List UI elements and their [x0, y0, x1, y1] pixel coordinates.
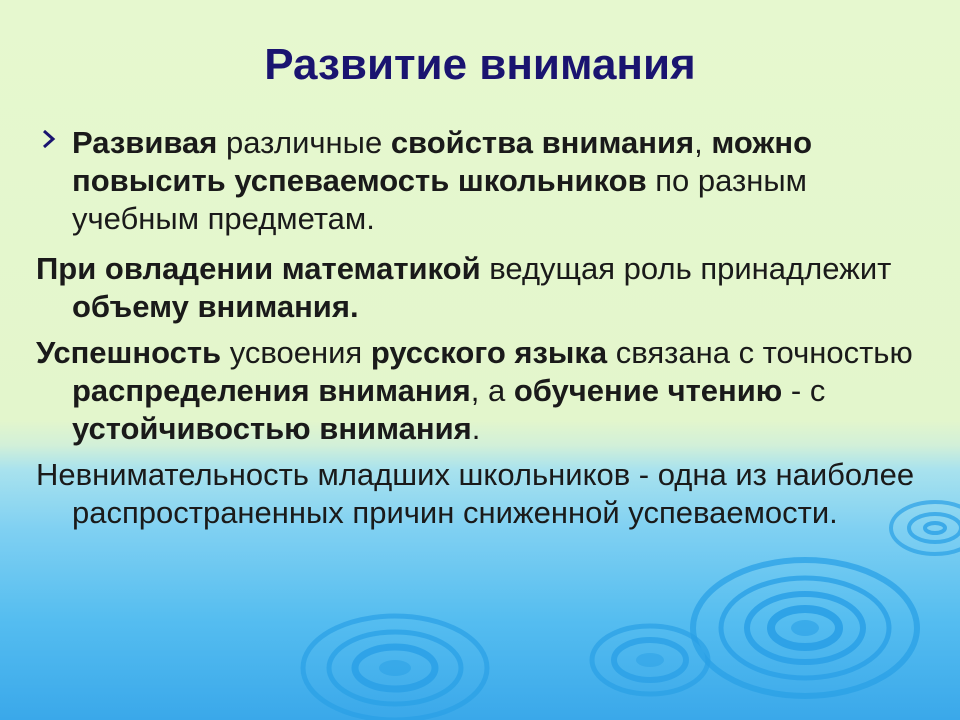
text-bold: свойства внимания [390, 125, 695, 160]
text-bold: объему внимания. [72, 289, 359, 324]
slide-content [36, 124, 936, 540]
text-regular: связана с точностью [607, 335, 913, 370]
text-bold: устойчивостью внимания [72, 411, 472, 446]
text-regular: ведущая роль принадлежит [480, 251, 892, 286]
text-bold: распределения внимания [72, 373, 471, 408]
ripple-middle [592, 626, 708, 694]
text-bold: можно повысить успеваемость школьников [72, 125, 813, 198]
paragraph-russian-language [36, 334, 936, 448]
ripple-right [693, 560, 917, 696]
text-bold: Развивая [72, 125, 218, 160]
text-bold: обучение чтению [513, 373, 783, 408]
text-regular: . [471, 411, 481, 446]
text-regular: Невнимательность младших школьников - одна из наиболее распространенных причин сниженной успеваемости. [36, 457, 915, 530]
paragraph-mathematics [36, 250, 936, 326]
text-regular: , [694, 125, 712, 160]
paragraph-inattentiveness [36, 456, 936, 532]
text-regular: усвоения [221, 335, 371, 370]
text-regular: , а [470, 373, 514, 408]
arrow-right-icon [38, 128, 60, 150]
text-regular: - с [782, 373, 826, 408]
paragraph-attention-properties [36, 124, 936, 238]
ripple-left [303, 616, 487, 720]
text-bold: русского языка [370, 335, 608, 370]
text-bold: При овладении математикой [36, 251, 481, 286]
text-regular: по разным учебным предметам. [72, 163, 807, 236]
text-bold: Успешность [36, 335, 222, 370]
slide-title: Развитие внимания [264, 40, 696, 89]
text-regular: различные [217, 125, 391, 160]
